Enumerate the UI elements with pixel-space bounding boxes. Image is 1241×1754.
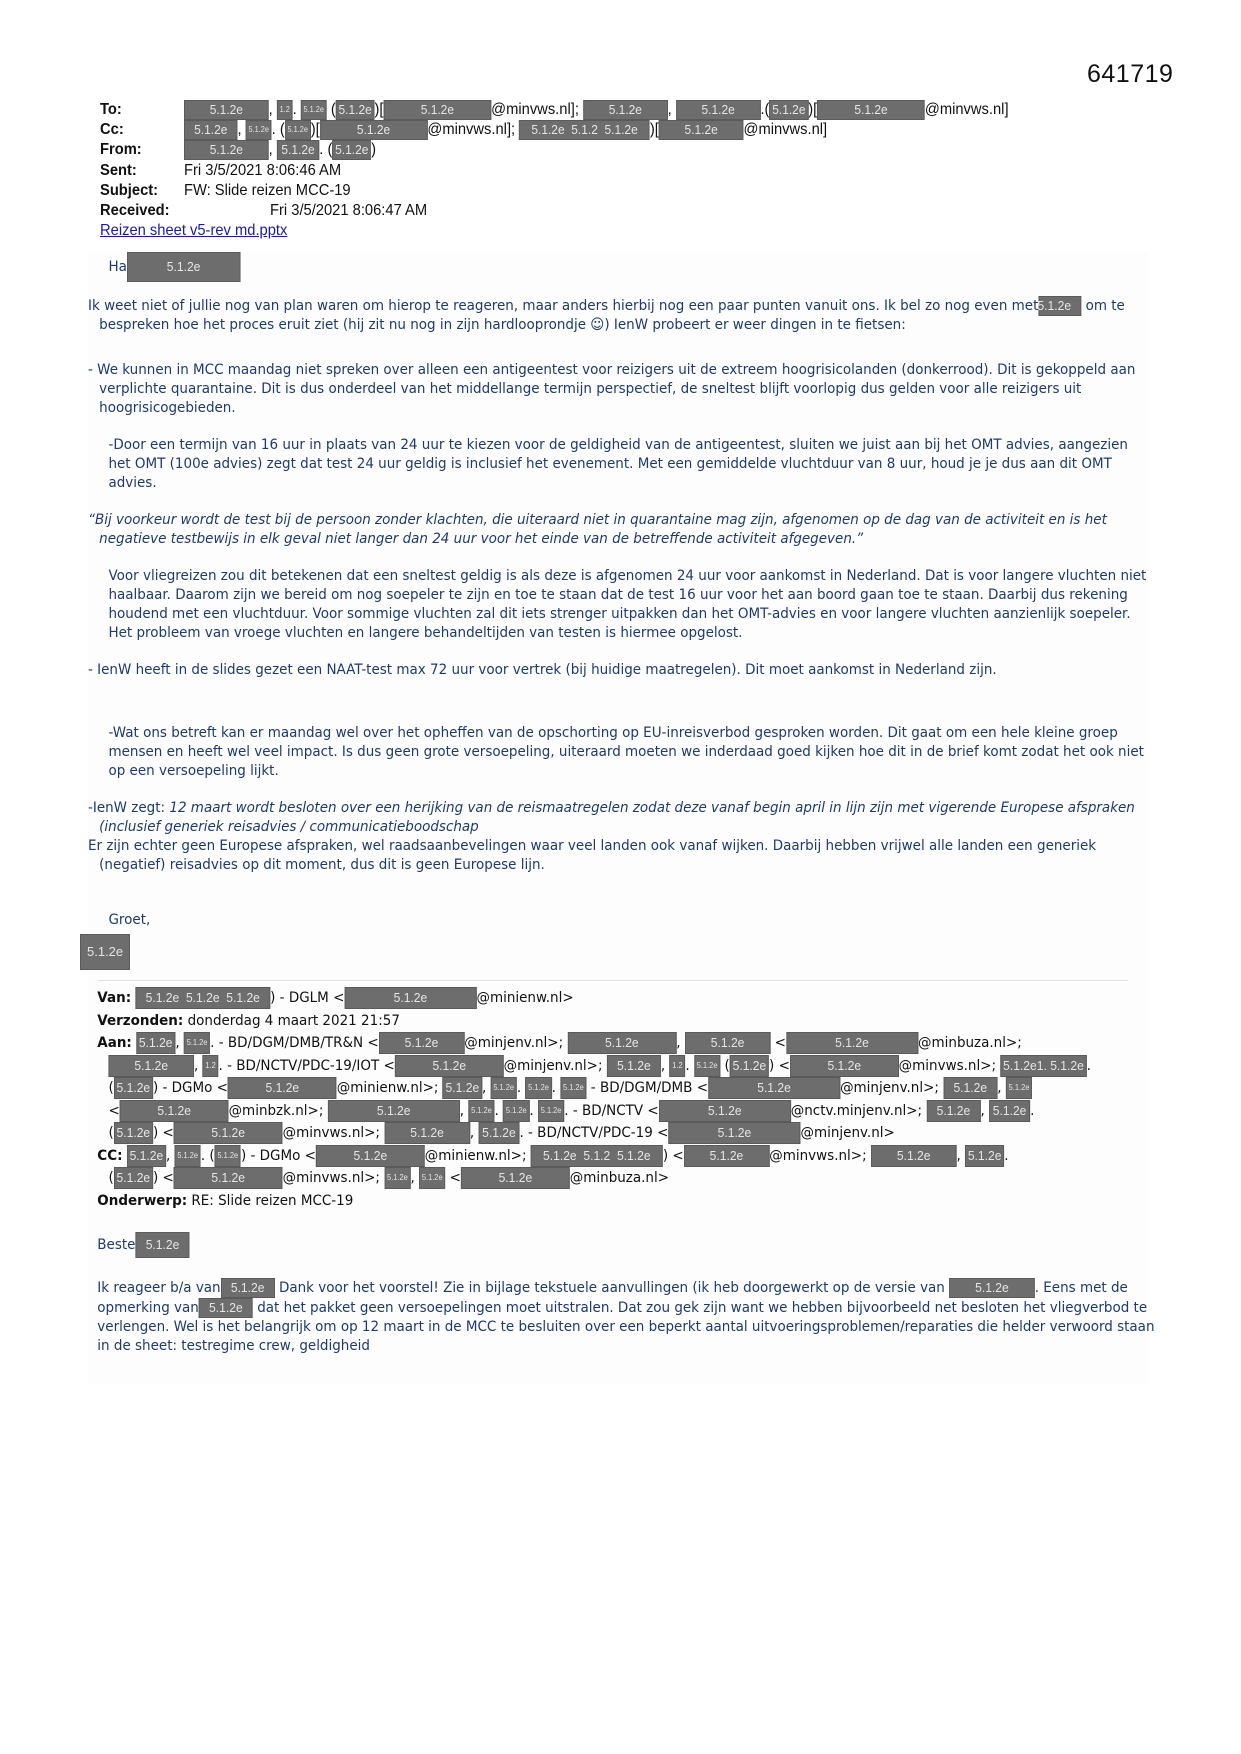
redaction: 5.1.2e (301, 100, 327, 120)
redaction: 5.1.2e (277, 140, 319, 160)
redaction: 5.1.2e (926, 1100, 980, 1122)
redaction: 5.1.2e (468, 1100, 494, 1122)
reply-body (88, 1212, 1158, 1384)
closing: Groet, (108, 912, 151, 928)
redaction: 5.1.2e (336, 100, 375, 120)
redaction: 5.1.2e (384, 1167, 410, 1189)
greeting (88, 252, 1148, 282)
received-label: Received: (100, 201, 170, 219)
redaction: 5.1.2e (607, 1055, 661, 1077)
paragraph-vliegreizen: Voor vliegreizen zou dit betekenen dat een sneltest geldig is als deze is afgenomen 24 uur voor aankomst in Nederland. Dat is voor langere vluchten niet haalbaar. Daarom zijn we bereid om nog soepeler te zijn en toe te staan dat de test 16 uur voor het aan boord gaan toe te staan. Daarbij dus rekening houdend met een vluchtduur. Voor sommige vluchten zal dit iets strenger uitpakken dan het OMT-advies en voor langere vluchten aanzienlijk soepeler. Het probleem van vroege vluchten en langere behandeltijden van testen is hiermee opgelost. (108, 568, 1147, 641)
redaction: 5.1.2e (215, 1145, 241, 1167)
aan-part: . - BD/NCTV/PDC-19/IOT < (218, 1057, 395, 1074)
subject-value: FW: Slide reizen MCC-19 (184, 181, 351, 199)
aan-part: @minbzk.nl>; (228, 1102, 324, 1119)
redaction: 5.1.2e (246, 120, 272, 140)
omt-quote: “Bij voorkeur wordt de test bij de persoon zonder klachten, die uiteraard niet in quarantaine mag zijn, afgenomen op de dag van de activiteit en is het negatieve testbewijs in elk geval niet langer dan 24 uur voor het einde van de betreffende activiteit afgegeven.” (88, 512, 1107, 547)
redaction: 5.1.2e (320, 120, 428, 140)
aan-part: . - BD/NCTV < (564, 1102, 659, 1119)
verzonden-row (97, 1010, 1167, 1033)
aan-continuation: ( 5.1.2e ) - DGMo < 5.1.2e @minienw.nl>; 5.1.2e , 5.1.2e . 5.1.2e . 5.1.2e - BD/DGM/DMB < 5.1.2e @minjenv.nl>; 5.1.2e , 5.1.2e (97, 1077, 1167, 1100)
cc-domain-2: @minvws.nl] (743, 121, 828, 139)
van-label: Van: (97, 990, 132, 1006)
to-value: 5.1.2e , 1.2 . 5.1.2e ( 5.1.2e )[ 5.1.2e @minvws.nl]; 5.1.2e , 5.1.2e .( 5.1.2e )[ 5.1.2e @minvws.nl] (184, 100, 1009, 120)
redaction: 5.1.2e (80, 934, 130, 970)
redaction: 1.2 (203, 1055, 219, 1077)
redaction: 5.1.2e 5.1.2 5.1.2e (519, 120, 650, 140)
cc-row: CC: 5.1.2e , 5.1.2e . ( 5.1.2e ) - DGMo < 5.1.2e @minienw.nl>; 5.1.2e 5.1.2 5.1.2e ) < 5.1.2e @minvws.nl>; 5.1.2e , 5.1.2e . ( 5.1.2e ) < 5.1.2e @minvws.nl>; 5.1.2e , 5.1.2e < 5.1.2e @minbuza.nl> (97, 1145, 1167, 1190)
redaction: 5.1.2e (114, 1122, 153, 1144)
to-label: To: (100, 101, 122, 118)
redaction: 5.1.2e (965, 1145, 1004, 1167)
reply-text: Ik reageer b/a van (97, 1280, 221, 1296)
redaction: 5.1.2e (1006, 1077, 1032, 1099)
cc-row (100, 120, 1180, 140)
onderwerp-row (97, 1190, 1167, 1213)
subject-label: Subject: (100, 181, 159, 199)
redaction: 5.1.2e (659, 1100, 791, 1122)
redaction: 5.1.2e (817, 100, 925, 120)
redaction: 5.1.2e (174, 1122, 283, 1144)
from-value: 5.1.2e , 5.1.2e . ( 5.1.2e ) (184, 140, 376, 160)
intro-text-b: om te bespreken hoe het proces eruit ziet (hij zit nu nog in zijn hardlooprondje ☺) IenW probeert er weer dingen in te fietsen: (99, 298, 1125, 333)
greeting-text: Ha (108, 259, 127, 275)
cc-part: @minvws.nl>; (282, 1170, 380, 1186)
redaction: 5.1.2e (668, 1122, 800, 1144)
paragraph-ienw-zegt (88, 799, 1148, 837)
aan-part: @minvws.nl>; (282, 1125, 380, 1141)
email-body (87, 252, 1155, 1384)
received-value: Fri 3/5/2021 8:06:47 AM (270, 201, 428, 219)
redaction: 1.2 (277, 100, 293, 120)
redaction: 5.1.2e (120, 1100, 229, 1122)
paragraph-intro (88, 296, 1148, 335)
redaction: 5.1.2e (989, 1100, 1030, 1122)
redaction: 5.1.2e (135, 1232, 189, 1258)
redaction: 5.1.2e (560, 1077, 586, 1099)
van-row (97, 987, 1167, 1010)
aan-continuation: ( 5.1.2e ) < 5.1.2e @minvws.nl>; 5.1.2e , 5.1.2e . - BD/NCTV/PDC-19 < 5.1.2e @minjenv.nl> (97, 1122, 1167, 1145)
reply-text: dat het pakket geen versoepelingen moet uitstralen. Dat zou gek zijn want we hebben bijvoorbeeld net besloten het vliegverbod te verlengen. Wel is het belangrijk om op 12 maart in de MCC te besluiten over een beperkt aantal uitvoeringsproblemen/reparaties die helder verwoord staan in de sheet: testregime crew, geldigheid (97, 1300, 1155, 1354)
redaction: 5.1.2e (503, 1100, 529, 1122)
cc-part: @minienw.nl>; (424, 1147, 527, 1164)
paragraph-naat-test: - IenW heeft in de slides gezet een NAAT-test max 72 uur voor vertrek (bij huidige maatregelen). Dit moet aankomst in Nederland zijn. (88, 662, 997, 678)
paragraph-antigeentest: - We kunnen in MCC maandag niet spreken over alleen een antigeentest voor reizigers uit de extreem hoogrisicolanden (donkerrood). Dit is gekoppeld aan verplichte quarantaine. Dit is dus onderdeel van het middellange termijn perspectief, de sneltest blijft voorlopig dus gelden voor alle reizigers uit hoogrisicogebieden. (88, 362, 1136, 416)
intro-text-a: Ik weet niet of jullie nog van plan waren om hierop te reageren, maar anders hierbij nog een paar punten vanuit ons. Ik bel zo nog even met (88, 298, 1039, 314)
forwarded-header (88, 987, 1167, 1212)
redaction: 1.2 (669, 1055, 685, 1077)
redaction: 5.1.2e (344, 987, 476, 1009)
redaction: 5.1.2e (108, 1055, 194, 1077)
reply-text: . Eens met de opmerking van (97, 1280, 1128, 1316)
redaction: 5.1.2e1. 5.1.2e (1000, 1055, 1086, 1077)
cc-label: Cc: (100, 121, 124, 139)
cc-part: ) - DGMo < (240, 1147, 316, 1164)
redaction: 5.1.2e (316, 1145, 425, 1167)
aan-part: . - BD/DGM/DMB/TR&N < (210, 1035, 379, 1051)
redaction: 5.1.2e (136, 1032, 175, 1054)
ienw-quote: 12 maart wordt besloten over een herijking van de reismaatregelen zodat deze vanaf begin april in lijn zijn met vigerende Europese afspraken (inclusief generiek reisadvies / communicatieboodschap (99, 800, 1135, 835)
redaction: 5.1.2e (184, 120, 238, 140)
redaction: 5.1.2e (659, 120, 744, 140)
cc-value: 5.1.2e , 5.1.2e . ( 5.1.2e )[ 5.1.2e @minvws.nl]; 5.1.2e 5.1.2 5.1.2e )[ 5.1.2e @minvws.nl] (184, 120, 827, 140)
sent-value: Fri 3/5/2021 8:06:46 AM (184, 161, 342, 179)
attachment-link[interactable]: Reizen sheet v5-rev md.pptx (100, 221, 288, 239)
cc-continuation: ( 5.1.2e ) < 5.1.2e @minvws.nl>; 5.1.2e , 5.1.2e < 5.1.2e @minbuza.nl> (97, 1167, 1167, 1190)
redaction: 5.1.2e (443, 1077, 482, 1099)
redaction: 5.1.2e (525, 1077, 551, 1099)
aan-part: @minjenv.nl> (800, 1125, 895, 1141)
redaction: 5.1.2e (114, 1077, 153, 1099)
aan-part: ) - DGMo < (152, 1080, 228, 1096)
email-header (100, 100, 1180, 241)
redaction: 5.1.2e (221, 1278, 275, 1298)
redaction: 5.1.2e (943, 1077, 997, 1099)
aan-label: Aan: (97, 1035, 132, 1051)
redaction: 5.1.2e (328, 1100, 460, 1122)
van-org: ) - DGLM < (270, 990, 345, 1006)
redaction: 5.1.2e (379, 1032, 465, 1054)
redaction: 5.1.2e (769, 100, 808, 120)
redaction: 5.1.2e (491, 1077, 517, 1099)
redaction: 5.1.2e (478, 1122, 519, 1144)
onderwerp-label: Onderwerp: (97, 1192, 188, 1209)
reply-text: Dank voor het voorstel! Zie in bijlage tekstuele aanvullingen (ik heb doorgewerkt op de versie van (278, 1280, 945, 1296)
redaction: 5.1.2e (871, 1145, 957, 1167)
paragraph-europese-afspraken: Er zijn echter geen Europese afspraken, wel raadsaanbevelingen waar veel landen ook vanaf wijken. Daarbij hebben vrijwel alle landen een generiek (negatief) reisadvies op dit moment, dus dit is geen Europese lijn. (88, 838, 1097, 873)
redaction: 5.1.2e (567, 1032, 676, 1054)
redaction: 5.1.2e (538, 1100, 564, 1122)
aan-continuation: < 5.1.2e @minbzk.nl>; 5.1.2e , 5.1.2e . 5.1.2e . 5.1.2e . - BD/NCTV < 5.1.2e @nctv.minjenv.nl>; 5.1.2e , 5.1.2e . (97, 1100, 1167, 1123)
aan-part: @minbuza.nl>; (918, 1035, 1022, 1051)
aan-row: Aan: 5.1.2e , 5.1.2e . - BD/DGM/DMB/TR&N < 5.1.2e @minjenv.nl>; 5.1.2e , 5.1.2e < 5.1.2e @minbuza.nl>; 5.1.2e , 1.2 . - BD/NCTV/PDC-19/IOT < 5.1.2e @minjenv.nl>; 5.1.2e , 1.2 . 5.1.2e ( 5.1.2e ) < 5.1.2e @minvws.nl>; 5.1.2e1. 5.1.2e . ( 5.1.2e ) - DGMo < 5.1.2e @minienw.nl>; 5.1.2e , 5.1.2e . 5.1.2e . 5.1.2e - BD/DGM/DMB < 5.1.2e @minjenv.nl>; 5.1.2e , 5.1.2e < 5.1.2e @minbzk.nl>; 5.1.2e , 5.1.2e . 5.1.2e . 5.1.2e . - BD/NCTV < 5.1.2e @nctv.minjenv.nl>; 5.1.2e , 5.1.2e . ( 5.1.2e ) < 5.1.2e @minvws.nl>; 5.1.2e , 5.1.2e . - BD/NCTV/PDC-19 < 5.1.2e @minjenv.nl> (97, 1032, 1167, 1145)
redaction: 5.1.2e (384, 1122, 470, 1144)
aan-part: @minjenv.nl>; (464, 1035, 564, 1051)
reply-greeting (97, 1232, 1157, 1258)
verzonden-label: Verzonden: (97, 1012, 184, 1029)
redaction: 5.1.2e (1038, 296, 1081, 316)
redaction: 5.1.2e (684, 1145, 770, 1167)
redaction: 5.1.2e (730, 1055, 769, 1077)
redaction: 5.1.2e (790, 1055, 899, 1077)
aan-part: @minjenv.nl>; (840, 1080, 939, 1096)
to-row (100, 100, 1180, 120)
aan-part: @minjenv.nl>; (503, 1057, 603, 1074)
reply-paragraph (97, 1278, 1157, 1356)
subject-row (100, 181, 1180, 201)
attachment-row (100, 221, 1180, 241)
to-domain-2: @minvws.nl] (924, 101, 1009, 119)
redaction: 5.1.2e (949, 1278, 1035, 1298)
aan-part: - BD/DGM/DMB < (586, 1080, 709, 1096)
redaction: 5.1.2e (708, 1077, 840, 1099)
redaction: 5.1.2e (461, 1167, 570, 1189)
redaction: 5.1.2e (685, 1032, 771, 1054)
document-number: 641719 (1087, 60, 1174, 88)
aan-continuation: 5.1.2e , 1.2 . - BD/NCTV/PDC-19/IOT < 5.1.2e @minjenv.nl>; 5.1.2e , 1.2 . 5.1.2e ( 5.1.2e ) < 5.1.2e @minvws.nl>; 5.1.2e1. 5.1.2e . (97, 1055, 1167, 1078)
to-domain-1: @minvws.nl]; (491, 101, 579, 119)
sent-label: Sent: (100, 161, 137, 179)
redaction: 5.1.2e (174, 1167, 283, 1189)
redaction: 5.1.2e (184, 140, 269, 160)
cc-domain-1: @minvws.nl]; (427, 121, 516, 139)
redaction: 5.1.2e (184, 100, 269, 120)
paragraph-termijn: -Door een termijn van 16 uur in plaats van 24 uur te kiezen voor de geldigheid van de antigeentest, sluiten we juist aan bij het OMT advies, aangezien het OMT (100e advies) zegt dat test 24 uur geldig is inclusief het evenement. Met een gemiddelde vluchtduur van 8 uur, houd je je dus aan dit OMT advies. (108, 437, 1128, 491)
reply-greeting-text: Beste (97, 1237, 136, 1253)
redaction: 5.1.2e (175, 1145, 201, 1167)
redaction: 5.1.2e 5.1.2 5.1.2e (531, 1145, 663, 1167)
redaction: 5.1.2e (285, 120, 311, 140)
redaction: 5.1.2e (676, 100, 761, 120)
redaction: 5.1.2e (228, 1077, 337, 1099)
received-row (100, 201, 1180, 221)
redaction: 5.1.2e (114, 1167, 153, 1189)
signature (80, 934, 1148, 970)
sent-row (100, 161, 1180, 181)
redaction: 5.1.2e (127, 252, 240, 282)
cc-part: @minvws.nl>; (769, 1147, 867, 1164)
verzonden-value: donderdag 4 maart 2021 21:57 (187, 1012, 400, 1029)
paragraph-inreisverbod: -Wat ons betreft kan er maandag wel over het opheffen van de opschorting op EU-inreisverbod gesproken worden. Dit gaat om een hele kleine groep mensen en heeft wel veel impact. Is dus geen grote versoepeling, uiteraard moeten we inderdaad goed kijken hoe dit in de brief komt zodat het ook niet op een versoepeling lijkt. (108, 725, 1144, 779)
redaction: 5.1.2e (583, 100, 668, 120)
redaction: 5.1.2e (786, 1032, 918, 1054)
redaction: 5.1.2e (694, 1055, 720, 1077)
redaction: 5.1.2e (199, 1298, 253, 1318)
from-label: From: (100, 141, 142, 159)
from-row (100, 140, 1180, 160)
cc-label: CC: (97, 1147, 123, 1164)
redaction: 5.1.2e (127, 1145, 166, 1167)
aan-part: . - BD/NCTV/PDC-19 < (519, 1125, 669, 1141)
redaction: 5.1.2e (395, 1055, 504, 1077)
onderwerp-value: RE: Slide reizen MCC-19 (191, 1192, 354, 1209)
separator (98, 980, 1128, 981)
cc-part: @minbuza.nl> (569, 1170, 670, 1186)
ienw-prefix: -IenW zegt: (88, 800, 170, 816)
redaction: 5.1.2e (419, 1167, 445, 1189)
redaction: 5.1.2e (332, 140, 371, 160)
redaction: 5.1.2e (384, 100, 492, 120)
van-domain: @minienw.nl> (476, 990, 574, 1006)
redaction: 5.1.2e (184, 1032, 210, 1054)
aan-part: @minienw.nl>; (336, 1080, 439, 1096)
aan-part: @minvws.nl>; (898, 1057, 997, 1074)
redaction: 5.1.2e 5.1.2e 5.1.2e (135, 987, 270, 1009)
aan-part: @nctv.minjenv.nl>; (790, 1102, 923, 1119)
